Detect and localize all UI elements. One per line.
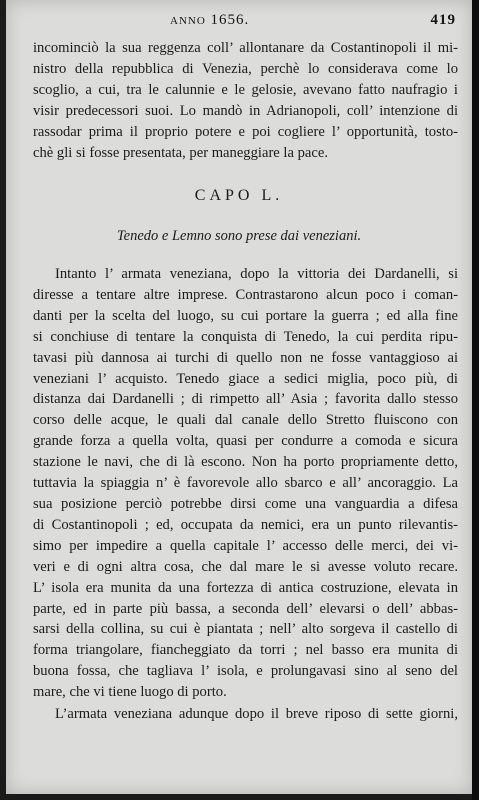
text-line: tavasi più dannosa ai turchi di quello non ne fosse vantaggioso ai: [33, 349, 458, 366]
text-line: tuttavia la spiaggia n’ è favorevole allo sbarco e all’ ancoraggio. La: [33, 475, 458, 492]
paragraph-continuation: [33, 38, 458, 163]
text-line: grande forza a quella volta, quasi per condurre a comoda e sicura: [33, 433, 458, 450]
text-line: corso delle acque, le quali dal canale dello Stretto fluiscono con: [33, 412, 458, 429]
text-line: sua posizione perciò potrebbe dirsi come una vanguardia a difesa: [33, 495, 458, 512]
text-line: Intanto l’ armata veneziana, dopo la vittoria dei Dardanelli, si: [55, 266, 458, 282]
text-line: visir predecessori suoi. Lo mandò in Adrianopoli, coll’ intenzione di: [33, 102, 458, 119]
text-line: mare, che vi tiene luogo di porto.: [33, 684, 227, 701]
text-line: distanza dai Dardanelli ; di rimpetto all’ Asia ; favorita dallo stesso: [33, 391, 458, 408]
book-page: [6, 0, 472, 794]
text-line: L’armata veneziana adunque dopo il breve riposo di sette giorni,: [55, 706, 458, 722]
text-line: forma triangolare, fiancheggiato da torri ; nel basso era munita di: [33, 642, 458, 659]
chapter-subtitle: Tenedo e Lemno sono prese dai veneziani.: [116, 228, 362, 244]
text-line: chè gli si fosse presentata, per maneggiare la pace.: [33, 144, 328, 161]
text-line: rassodar prima il proprio potere e poi cogliere l’ opportunità, tosto-: [33, 123, 458, 140]
text-line: parte, ed in parte più bassa, a seconda dell’ elevarsi o dell’ abbas-: [33, 600, 458, 617]
text-line: si conchiuse di tentare la conquista di Tenedo, la cui perdita ripu-: [33, 328, 458, 345]
text-line: buona fossa, che tagliava l’ isola, e prolungavasi sino al seno del: [33, 663, 458, 680]
text-line: danti per la scelta del luogo, su cui portare la guerra ; ed alla fine: [33, 307, 458, 324]
page-number: 419: [430, 12, 456, 28]
text-line: diresse a tentare altre imprese. Contrastarono alcun poco i coman-: [33, 286, 458, 303]
text-line: di Costantinopoli ; ed, occupata da nemici, era un punto rilevantis-: [33, 516, 458, 533]
text-line: stazione le navi, che di là escono. Non ha porto propriamente detto,: [33, 454, 458, 471]
text-line: simo per impedire a quella capitale l’ accesso delle merci, dei vi-: [33, 537, 458, 554]
scan-edge: [472, 0, 479, 800]
running-head: anno 1656.: [170, 12, 250, 28]
text-line: L’ isola era munita da una fortezza di antica costruzione, elevata in: [33, 579, 458, 596]
text-line: scoglio, a cui, tra le calunnie e le gelosie, avevano fatto naufragio i: [33, 81, 458, 98]
text-line: sarsi della collina, su cui è piantata ; nell’ alto sorgeva il castello di: [33, 621, 458, 638]
text-line: incominciò la sua reggenza coll’ allontanare da Costantinopoli il mi-: [33, 40, 458, 56]
chapter-title: CAPO L.: [194, 187, 284, 204]
paragraph-next: [33, 704, 458, 725]
text-line: nistro della repubblica di Venezia, perchè lo considerava come lo: [33, 60, 458, 77]
text-line: veri e di ogni altra cosa, che dal mare le si avesse voluto recare.: [33, 558, 458, 575]
page-header: [6, 12, 472, 34]
paragraph-tenedo: [33, 264, 458, 703]
text-line: veneziani l’ acquisto. Tenedo giace a sedici miglia, poco più, di: [33, 370, 458, 387]
